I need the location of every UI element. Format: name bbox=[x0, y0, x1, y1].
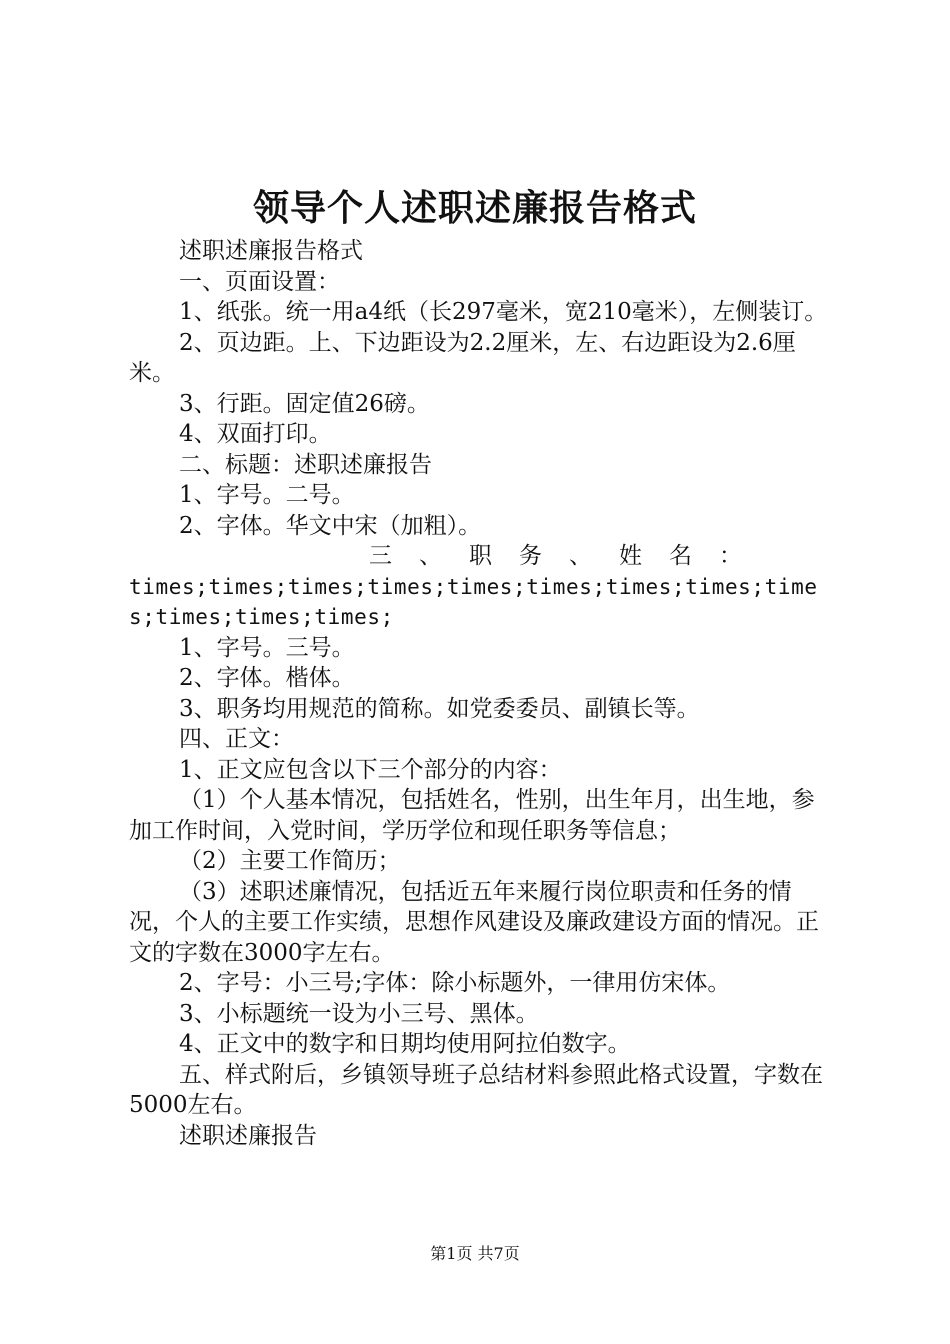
paragraph-report-title: 述职述廉报告 bbox=[179, 1122, 317, 1149]
paragraph-line-spacing: 3、行距。固定值26磅。 bbox=[179, 390, 430, 417]
paragraph-title-font: 2、字体。华文中宋（加粗）。 bbox=[179, 512, 482, 539]
paragraph-body-parts: 1、正文应包含以下三个部分的内容： bbox=[179, 756, 562, 783]
paragraph-position-abbrev: 3、职务均用规范的简称。如党委委员、副镇长等。 bbox=[179, 695, 700, 722]
section-heading-position-name: 三、职务、姓名： bbox=[369, 543, 769, 569]
section-heading-body: 四、正文： bbox=[179, 726, 294, 752]
document-body bbox=[129, 236, 829, 1151]
page-footer: 第1页 共7页 bbox=[430, 1244, 520, 1263]
paragraph-numbers: 4、正文中的数字和日期均使用阿拉伯数字。 bbox=[179, 1031, 631, 1057]
paragraph-paper: 1、纸张。统一用a4纸（长297毫米，宽210毫米），左侧装订。 bbox=[179, 299, 828, 325]
section-heading-page-setup: 一、页面设置： bbox=[179, 268, 340, 295]
paragraph-subheading-font: 3、小标题统一设为小三号、黑体。 bbox=[179, 1000, 539, 1027]
paragraph-name-font: 2、字体。楷体。 bbox=[179, 665, 355, 691]
paragraph-name-size: 1、字号。三号。 bbox=[179, 634, 355, 661]
paragraph-margins: 2、页边距。上、下边距设为2.2厘米，左、右边距设为2.6厘米。 bbox=[129, 329, 796, 386]
paragraph-basic-info: （1）个人基本情况，包括姓名，性别，出生年月，出生地，参加工作时间，入党时间，学历学位和现任职务等信息； bbox=[129, 787, 815, 844]
paragraph-times-repeat: times;times;times;times;times;times;times;times;times;times;times;times; bbox=[129, 574, 818, 629]
section-heading-title: 二、标题：述职述廉报告 bbox=[179, 451, 432, 478]
paragraph-subtitle: 述职述廉报告格式 bbox=[179, 238, 363, 264]
paragraph-body-font: 2、字号：小三号;字体：除小标题外，一律用仿宋体。 bbox=[179, 970, 731, 996]
paragraph-sample: 五、样式附后，乡镇领导班子总结材料参照此格式设置，字数在5000左右。 bbox=[129, 1061, 823, 1118]
paragraph-work-history: （2）主要工作简历； bbox=[179, 848, 401, 874]
document-title: 领导个人述职述廉报告格式 bbox=[252, 187, 697, 229]
paragraph-title-size: 1、字号。二号。 bbox=[179, 482, 355, 508]
paragraph-performance: （3）述职述廉情况，包括近五年来履行岗位职责和任务的情况，个人的主要工作实绩，思想作风建设及廉政建设方面的情况。正文的字数在3000字左右。 bbox=[129, 878, 819, 966]
paragraph-duplex: 4、双面打印。 bbox=[179, 421, 332, 447]
